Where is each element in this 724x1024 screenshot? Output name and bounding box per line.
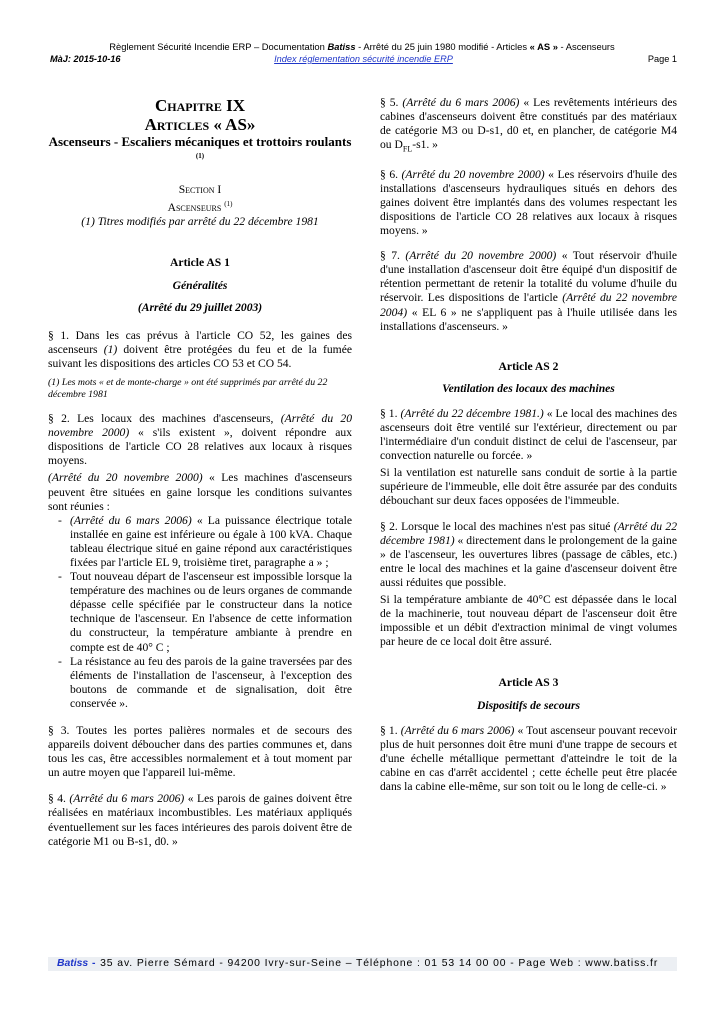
article-as1-title: Article AS 1: [170, 256, 230, 270]
update-date: MàJ: 2015-10-16: [50, 54, 121, 64]
footnote-1: (1) Les mots « et de monte-charge » ont été supprimés par arrêté du 22 décembre 1981: [48, 377, 328, 401]
footnote-ref: (1): [195, 152, 205, 160]
section-name: [48, 197, 352, 215]
paragraph-3: § 3. Toutes les portes palières normales et de secours des appareils doivent déboucher dans des parties communes et, dans tous les cas, être accessibles normalement et à tout moment par un autre moyen que l'appareil lui-même.: [48, 724, 352, 780]
document-header-title: [0, 41, 724, 52]
paragraph-6: § 6. (Arrêté du 20 novembre 2000) « Les réservoirs d'huile des installations d'ascenseurs hydrauliques situés en dehors des gaines doivent être implantés dans des volumes respectant les dispositions de l'article CO 28 relatives aux locaux à risques moyens. »: [380, 167, 678, 238]
conditions-list: [48, 514, 352, 711]
paragraph-2-conditions: (Arrêté du 20 novembre 2000) « Les machines d'ascenseurs peuvent être situées en gaine lorsque les conditions suivantes sont réunies :: [48, 471, 352, 513]
paragraph-4: § 4. (Arrêté du 6 mars 2006) « Les parois de gaines doivent être réalisées en matériaux incombustibles. Les matériaux appliqués éventuellement sur les faces intérieures des parois doivent être de catégorie M1 ou B-s1, d0. »: [48, 792, 352, 848]
as2-paragraph-2b: Si la température ambiante de 40°C est dépassée dans le local de la machinerie, tout nouveau départ de l'ascenseur doit être impossible et un débit d'extraction minimal de vingt volumes par heure de ce local doit être assuré.: [380, 593, 677, 649]
paragraph-2: § 2. Les locaux des machines d'ascenseurs, (Arrêté du 20 novembre 2000) « s'ils existent », doivent répondre aux dispositions de l'article CO 28 relatives aux locaux à risques moyens.: [48, 412, 352, 468]
list-item: - Tout nouveau départ de l'ascenseur est impossible lorsque la température des machines ou de leurs organes de commande dépasse celle spécifiée par le constructeur dans la notice technique de l'ascenseur. En l'absence de cette information du constructeur, la température ambiante à prendre en compte est de 40° C ;: [70, 570, 352, 655]
article-as3-title: Article AS 3: [498, 676, 559, 690]
right-column: [380, 96, 677, 794]
article-as1-subtitle: Généralités: [172, 278, 228, 292]
footer-separator: -: [88, 958, 101, 969]
chapter-title: Chapitre IX: [154, 96, 246, 115]
list-item: - (Arrêté du 6 mars 2006) « La puissance électrique totale installée en gaine est inférieure ou égale à 100 kVA. Chaque tableau électrique situé en gaine répond aux caractéristiques fixées par l'article EL 9, troisième tiret, paragraphe a » ;: [70, 514, 352, 570]
as3-paragraph-1: § 1. (Arrêté du 6 mars 2006) « Tout ascenseur pouvant recevoir plus de huit personnes doit être muni d'une trappe de secours et d'une échelle métallique permettant d'atteindre le toit de la cabine en cas d'arrêt accidentel ; cette échelle peut être placée dans la cabine elle-même, sur son toit ou le long de celle-ci. »: [380, 723, 677, 793]
header-title-text: Règlement Sécurité Incendie ERP – Documentation: [109, 41, 328, 52]
article-as2-subtitle: Ventilation des locaux des machines: [442, 381, 615, 395]
index-link[interactable]: Index réglementation sécurité incendie ERP: [274, 54, 453, 64]
as2-paragraph-1b: Si la ventilation est naturelle sans conduit de sortie à la partie supérieure de l'immeuble, elle doit être assurée par des conduits débouchant sur deux faces opposées de l'immeuble.: [380, 466, 677, 508]
header-title-text: - Arrêté du 25 juin 1980 modifié - Articles: [355, 41, 530, 52]
article-as1-date: (Arrêté du 29 juillet 2003): [137, 300, 263, 314]
as2-paragraph-2: § 2. Lorsque le local des machines n'est pas situé (Arrêté du 22 décembre 1981) « directement dans le prolongement de la gaine » de l'ascenseur, les ouvertures libres (passage de câbles, etc.) entre le local des machines et la gaine d'ascenseur doivent être aussi réduites que possible.: [380, 519, 678, 589]
section-name-text: Ascenseurs: [167, 201, 222, 215]
paragraph-5: § 5. (Arrêté du 6 mars 2006) « Les revêtements intérieurs des cabines d'ascenseurs doivent être constitués par des matériaux de catégorie M3 ou D-s1, d0 et, en plancher, de catégorie M4 ou $D_{FL}-s1$. »: [380, 96, 677, 154]
paragraph-7: § 7. (Arrêté du 20 novembre 2000) « Tout réservoir d'huile d'une installation d'ascenseur doit être équipé d'un dispositif de rétention permettant de retenir la totalité du volume d'huile du réservoir. Les dispositions de l'article (Arrêté du 22 novembre 2004) « EL 6 » ne s'appliquent pas à l'huile utilisée dans les installations d'ascenseurs. »: [380, 249, 677, 333]
footer-brand: Batiss: [57, 958, 89, 969]
chapter-subtitle-text: Ascenseurs - Escaliers mécaniques et trottoirs roulants: [48, 134, 352, 149]
header-articles-code: « AS »: [529, 41, 558, 52]
chapter-subtitle: [48, 134, 352, 166]
list-item: - La résistance au feu des parois de la gaine traversées par des éléments de l'installation de l'ascenseur, à l'exception des boutons de commande et de signalisation, doit être conservée ».: [70, 655, 352, 711]
section-number: Section I: [178, 183, 222, 197]
document-subheader: [50, 54, 677, 66]
header-title-text: - Ascenseurs: [557, 41, 615, 52]
page-footer: [48, 957, 677, 971]
articles-title: Articles « AS»: [144, 115, 256, 134]
footer-address: 35 av. Pierre Sémard - 94200 Ivry-sur-Seine – Téléphone : 01 53 14 00 00 - Page Web : www.batiss.fr: [100, 958, 659, 969]
header-brand: Batiss: [327, 41, 356, 52]
titles-note: (1) Titres modifiés par arrêté du 22 décembre 1981: [81, 215, 319, 229]
article-as3-subtitle: Dispositifs de secours: [476, 698, 581, 712]
page-number: Page 1: [647, 54, 677, 64]
as2-paragraph-1: § 1. (Arrêté du 22 décembre 1981.) « Le local des machines des ascenseurs doit être ventilé sur l'extérieur, directement ou par l'intermédiaire d'un conduit distinct de celui de l'ascenseur, par convection naturelle ou forcée. »: [380, 406, 677, 463]
footnote-ref: (1): [224, 200, 233, 209]
left-column: [48, 96, 352, 849]
paragraph-1: § 1. Dans les cas prévus à l'article CO 52, les gaines des ascenseurs (1) doivent être protégées du feu et de la fumée suivant les dispositions des articles CO 53 et CO 54.: [48, 328, 352, 370]
article-as2-title: Article AS 2: [498, 359, 559, 373]
